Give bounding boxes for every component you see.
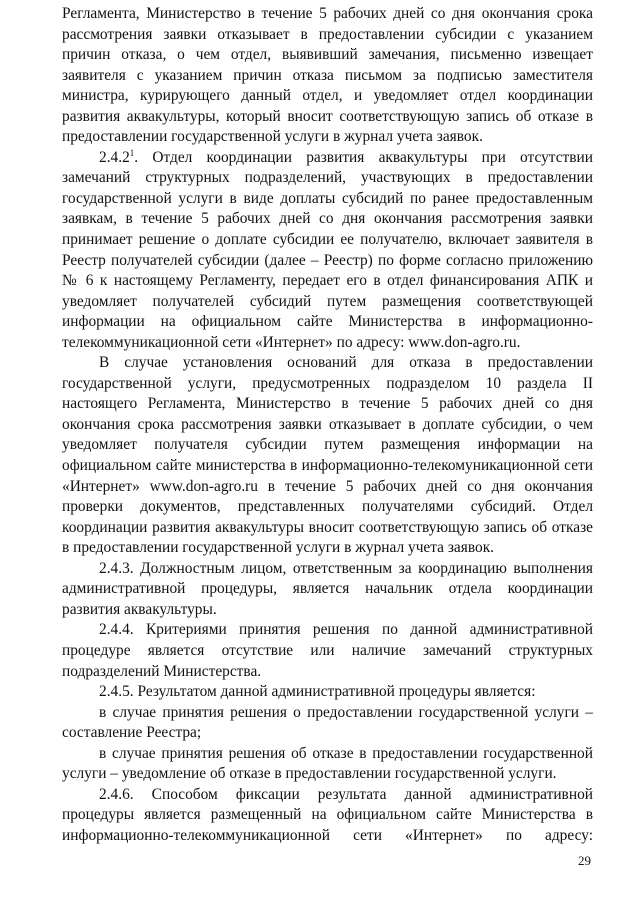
clause-number: 2.4.2 bbox=[99, 148, 130, 166]
paragraph-continuation: Регламента, Министерство в течение 5 рабочих дней со дня окончания срока рассмотрения заявки отказывает в предоставлении субсидии с указанием причин отказа, о чем отдел, выявивший замечания, письменно извещает заявителя с указанием причин отказа письмом за подписью заместителя министра, курирующего данный отдел, и уведомляет отдел координации развития аквакультуры, который вносит соответствующую запись об отказе в предоставлении государственной услуги в журнал учета заявок. bbox=[62, 5, 593, 146]
clause-text: . Отдел координации развития аквакультуры при отсутствии замечаний структурных подразделений, участвующих в предоставлении государственной услуги в виде доплаты субсидий по ранее предоставленным заявкам, в течение 5 рабочих дней со дня окончания рассмотрения заявки принимает решение о доплате субсидии ее получателю, включает заявителя в Реестр получателей субсидии (далее – Реестр) по форме согласно приложению № 6 к настоящему Регламенту, передает его в отдел финансирования АПК и уведомляет получателей субсидий путем размещения соответствующей информации на официальном сайте Министерства в информационно-телекоммуникационной сети «Интернет» по адресу: www.don-agro.ru. bbox=[62, 148, 593, 351]
paragraph-2-4-4: 2.4.4. Критериями принятия решения по данной административной процедуре является отсутствие или наличие замечаний структурных подразделений Министерства. bbox=[62, 621, 593, 680]
paragraph-refusal-case: В случае установления оснований для отказа в предоставлении государственной услуги, предусмотренных подразделом 10 раздела II настоящего Регламента, Министерство в течение 5 рабочих дней со дня окончания срока рассмотрения заявки отказывает в доплате субсидии, о чем уведомляет получателя субсидии путем размещения информации на официальном сайте министерства в информационно-телекомуникационной сети «Интернет» www.don-agro.ru в течение 5 рабочих дней со дня окончания проверки документов, представленных получателями субсидий. Отдел координации развития аквакультуры вносит соответствующую запись об отказе в предоставлении государственной услуги в журнал учета заявок. bbox=[62, 354, 593, 557]
paragraph-2-4-3: 2.4.3. Должностным лицом, ответственным за координацию выполнения административной процедуры, является начальник отдела координации развития аквакультуры. bbox=[62, 559, 593, 618]
paragraph-2-4-2-1 bbox=[62, 148, 593, 353]
paragraph-2-4-6: 2.4.6. Способом фиксации результата данной административной процедуры является размещенный на официальном сайте Министерства в информационно-телекоммуникационной сети «Интернет» по адресу: bbox=[62, 785, 593, 844]
page-body-text bbox=[62, 4, 593, 846]
clause-superscript: 1 bbox=[129, 147, 135, 158]
paragraph-2-4-5: 2.4.5. Результатом данной административной процедуры является: bbox=[99, 683, 536, 701]
page-number: 29 bbox=[578, 853, 591, 868]
paragraph-result-refusal: в случае принятия решения об отказе в предоставлении государственной услуги – уведомление об отказе в предоставлении государственной услуги. bbox=[62, 744, 593, 783]
paragraph-result-grant: в случае принятия решения о предоставлении государственной услуги – составление Реестра; bbox=[62, 703, 593, 742]
